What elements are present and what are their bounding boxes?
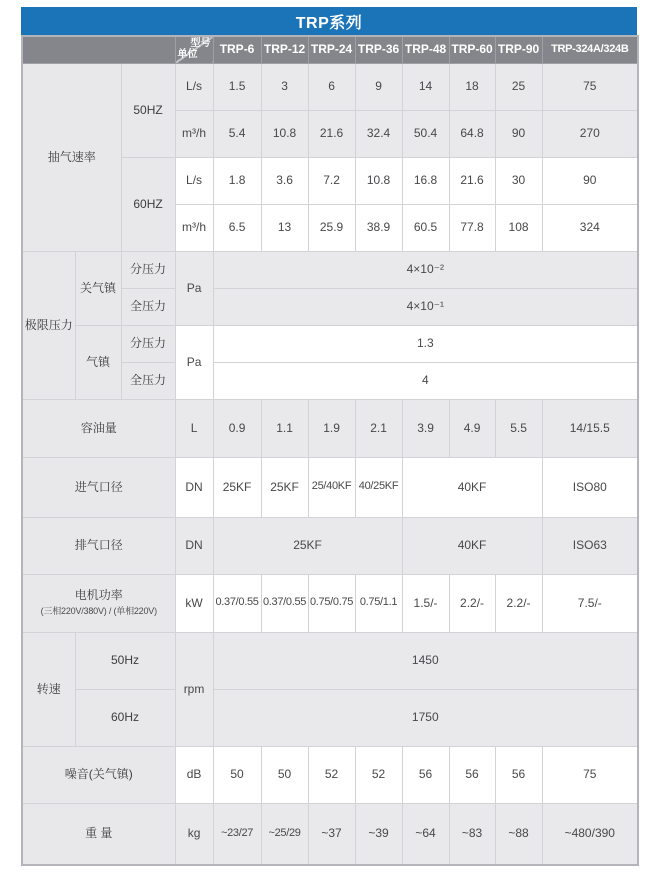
unit-cell: Pa [175, 251, 213, 325]
section-label-motor-power [22, 574, 175, 632]
section-label-pumping-speed: 抽气速率 [22, 63, 121, 251]
value-cell: 60.5 [402, 204, 449, 251]
unit-cell: m³/h [175, 204, 213, 251]
model-header-trp-36: TRP-36 [355, 36, 402, 63]
section-label-inlet-port: 进气口径 [22, 457, 175, 517]
sub-label-50hz: 50Hz [75, 632, 175, 689]
table-row [22, 746, 638, 803]
value-cell: 64.8 [449, 110, 495, 157]
value-cell: 4×10⁻¹ [213, 288, 638, 325]
value-cell: 0.37/0.55 [213, 574, 261, 632]
unit-cell: DN [175, 457, 213, 517]
value-cell: ~480/390 [542, 803, 638, 865]
value-cell: 25 [495, 63, 542, 110]
header-row [22, 36, 638, 63]
value-cell: 1.1 [261, 399, 308, 457]
value-cell: 52 [308, 746, 355, 803]
sub-label-total-pressure: 全压力 [121, 288, 175, 325]
section-label-weight: 重 量 [22, 803, 175, 865]
value-cell: 18 [449, 63, 495, 110]
unit-cell: rpm [175, 632, 213, 746]
table-row [22, 399, 638, 457]
table-row [22, 63, 638, 110]
motor-power-sublabel: (三相220V/380V) / (单相220V) [40, 606, 157, 617]
model-header-trp-6: TRP-6 [213, 36, 261, 63]
value-cell: 25KF [261, 457, 308, 517]
value-cell: 0.9 [213, 399, 261, 457]
value-cell: 1.5/- [402, 574, 449, 632]
model-header-trp-24: TRP-24 [308, 36, 355, 63]
unit-cell: Pa [175, 325, 213, 399]
unit-cell: kg [175, 803, 213, 865]
value-cell: 4.9 [449, 399, 495, 457]
value-cell: ~25/29 [261, 803, 308, 865]
value-cell: 40KF [402, 457, 542, 517]
model-header-trp-48: TRP-48 [402, 36, 449, 63]
value-cell: 2.2/- [495, 574, 542, 632]
model-header-trp-60: TRP-60 [449, 36, 495, 63]
value-cell: 13 [261, 204, 308, 251]
value-cell: 10.8 [355, 157, 402, 204]
value-cell: 3.9 [402, 399, 449, 457]
section-label-noise: 噪音(关气镇) [22, 746, 175, 803]
value-cell: ~39 [355, 803, 402, 865]
table-title [21, 7, 637, 35]
value-cell: 270 [542, 110, 638, 157]
value-cell: ~37 [308, 803, 355, 865]
value-cell: 6 [308, 63, 355, 110]
section-label-ultimate-pressure: 极限压力 [22, 251, 75, 399]
diagonal-model-label: 型号 [190, 38, 211, 49]
value-cell: 25KF [213, 517, 402, 574]
value-cell: 40/25KF [355, 457, 402, 517]
value-cell: ~83 [449, 803, 495, 865]
value-cell: 50 [261, 746, 308, 803]
value-cell: 52 [355, 746, 402, 803]
value-cell: 1.9 [308, 399, 355, 457]
value-cell: 4 [213, 362, 638, 399]
value-cell: 90 [495, 110, 542, 157]
value-cell: 0.75/0.75 [308, 574, 355, 632]
value-cell: 21.6 [308, 110, 355, 157]
unit-cell: kW [175, 574, 213, 632]
table-row [22, 574, 638, 632]
value-cell: 75 [542, 746, 638, 803]
value-cell: 16.8 [402, 157, 449, 204]
unit-cell: L [175, 399, 213, 457]
value-cell: 5.4 [213, 110, 261, 157]
value-cell: 32.4 [355, 110, 402, 157]
value-cell: 3 [261, 63, 308, 110]
unit-cell: DN [175, 517, 213, 574]
value-cell: ISO80 [542, 457, 638, 517]
diagonal-header [175, 36, 213, 63]
value-cell: 6.5 [213, 204, 261, 251]
value-cell: ~64 [402, 803, 449, 865]
value-cell: 4×10⁻² [213, 251, 638, 288]
table-row [22, 517, 638, 574]
value-cell: 56 [449, 746, 495, 803]
value-cell: 0.37/0.55 [261, 574, 308, 632]
table-row [22, 325, 638, 362]
unit-cell: dB [175, 746, 213, 803]
sub-label-ballast-closed: 关气镇 [75, 251, 121, 325]
table-row [22, 251, 638, 288]
table-title-text: TRP系列 [295, 14, 363, 32]
model-header-trp-324: TRP-324A/324B [542, 36, 638, 63]
value-cell: 2.1 [355, 399, 402, 457]
value-cell: 50 [213, 746, 261, 803]
value-cell: ~23/27 [213, 803, 261, 865]
value-cell: 1.5 [213, 63, 261, 110]
value-cell: 50.4 [402, 110, 449, 157]
sub-label-ballast-open: 气镇 [75, 325, 121, 399]
sub-label-50hz: 50HZ [121, 63, 175, 157]
value-cell: 1750 [213, 689, 638, 746]
spec-table [21, 35, 639, 866]
value-cell: 10.8 [261, 110, 308, 157]
motor-power-label: 电机功率 [74, 588, 123, 603]
value-cell: 3.6 [261, 157, 308, 204]
value-cell: 14/15.5 [542, 399, 638, 457]
value-cell: 0.75/1.1 [355, 574, 402, 632]
value-cell: 56 [402, 746, 449, 803]
value-cell: 21.6 [449, 157, 495, 204]
value-cell: 2.2/- [449, 574, 495, 632]
unit-cell: L/s [175, 157, 213, 204]
value-cell: 324 [542, 204, 638, 251]
value-cell: 30 [495, 157, 542, 204]
value-cell: 5.5 [495, 399, 542, 457]
table-row [22, 689, 638, 746]
value-cell: 7.5/- [542, 574, 638, 632]
table-row [22, 803, 638, 865]
header-spacer [22, 36, 175, 63]
value-cell: 56 [495, 746, 542, 803]
section-label-rotation-speed: 转速 [22, 632, 75, 746]
sub-label-60hz: 60Hz [75, 689, 175, 746]
diagonal-unit-label: 单位 [177, 49, 198, 60]
value-cell: 90 [542, 157, 638, 204]
sub-label-total-pressure: 全压力 [121, 362, 175, 399]
table-row [22, 457, 638, 517]
value-cell: 14 [402, 63, 449, 110]
sub-label-partial-pressure: 分压力 [121, 325, 175, 362]
section-label-oil-capacity: 容油量 [22, 399, 175, 457]
value-cell: 25KF [213, 457, 261, 517]
sub-label-partial-pressure: 分压力 [121, 251, 175, 288]
value-cell: ISO63 [542, 517, 638, 574]
value-cell: 9 [355, 63, 402, 110]
model-header-trp-12: TRP-12 [261, 36, 308, 63]
unit-cell: m³/h [175, 110, 213, 157]
value-cell: 38.9 [355, 204, 402, 251]
value-cell: ~88 [495, 803, 542, 865]
value-cell: 7.2 [308, 157, 355, 204]
value-cell: 1.3 [213, 325, 638, 362]
value-cell: 75 [542, 63, 638, 110]
section-label-outlet-port: 排气口径 [22, 517, 175, 574]
value-cell: 1.8 [213, 157, 261, 204]
sub-label-60hz: 60HZ [121, 157, 175, 251]
model-header-trp-90: TRP-90 [495, 36, 542, 63]
value-cell: 40KF [402, 517, 542, 574]
value-cell: 1450 [213, 632, 638, 689]
value-cell: 25/40KF [308, 457, 355, 517]
value-cell: 77.8 [449, 204, 495, 251]
unit-cell: L/s [175, 63, 213, 110]
value-cell: 25.9 [308, 204, 355, 251]
value-cell: 108 [495, 204, 542, 251]
table-row [22, 632, 638, 689]
